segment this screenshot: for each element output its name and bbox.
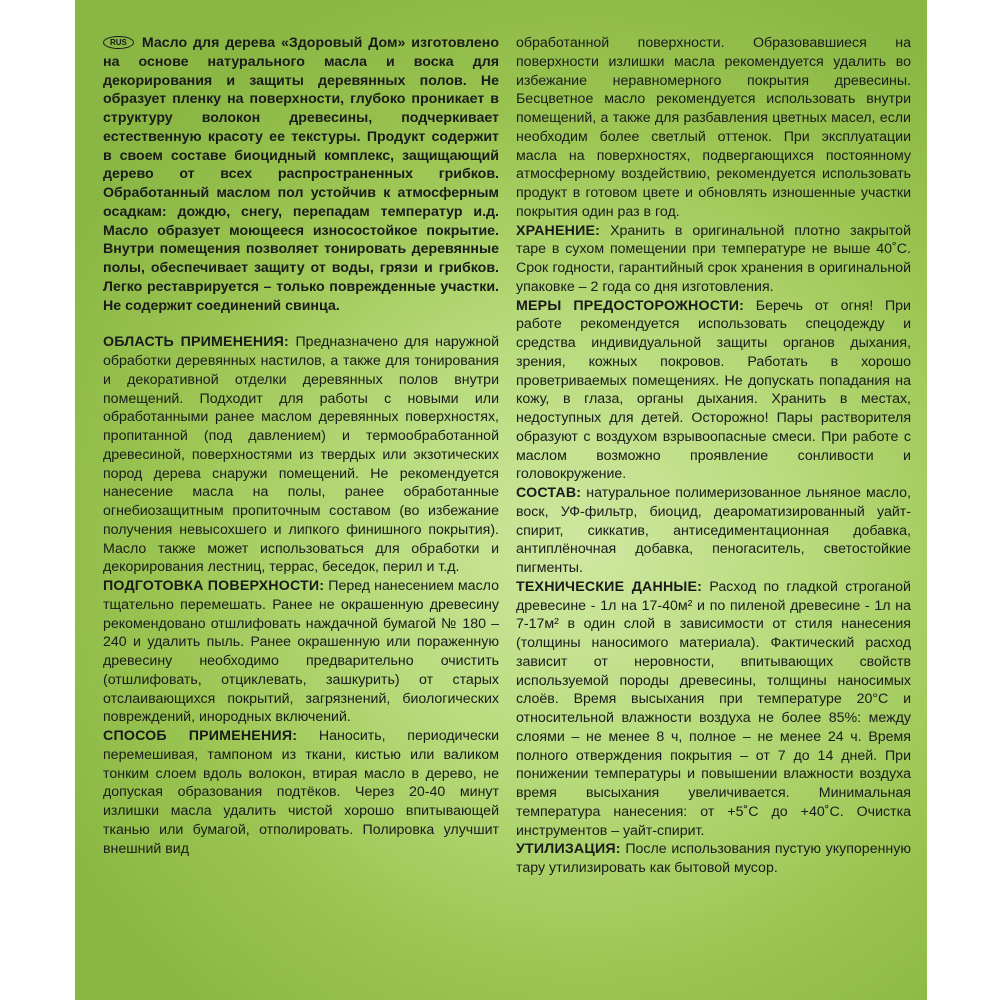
spacer [103,315,499,333]
rus-language-badge: RUS [103,36,134,49]
section-tech [516,578,911,841]
section-tech-text: Расход по гладкой строганой древесине - 1л на 17-40м² и по пиленой древесине - 1л на 7-17м² в один слой в зависимости от стиля нанесения (толщины наносимого материала). Фактический расход зависит от неровности, впитывающих свойств используемой породы древесины, толщины наносимых слоёв. Время высыхания при температуре 20°С и относительной влажности воздуха не более 85%: между слоями – не менее 8 ч, полное – не менее 24 ч. Время полного отверждения покрытия – от 7 до 14 дней. При понижении температуры и повышении влажности воздуха время высыхания увеличивается. Минимальная температура нанесения: от +5˚С до +40˚С. Очистка инструментов – уайт-спирит. [516,578,911,839]
label-panel [75,0,927,1000]
section-method [103,727,499,858]
right-column [516,34,911,878]
section-method-title: СПОСОБ ПРИМЕНЕНИЯ: [103,728,298,744]
section-composition [516,484,911,578]
section-disposal-text: После использования пустую укупоренную тару утилизировать как бытовой мусор. [516,841,911,876]
section-safety-title: МЕРЫ ПРЕДОСТОРОЖНОСТИ: [516,297,745,314]
section-composition-text: натуральное полимеризованное льняное масло, воск, УФ-фильтр, биоцид, деароматизированный уайт-спирит, сиккатив, антиседиментационная добавка, антиплёночная добавка, пеногаситель, светостойкие пигменты. [516,485,911,576]
section-storage-title: ХРАНЕНИЕ: [516,222,601,239]
section-method-text: Наносить, периодически перемешивая, тампоном из ткани, кистью или валиком тонким слоем вдоль волокон, втирая масло в дерево, не допуская образования подтёков. Через 20-40 минут излишки масла удалить чистой хорошо впитывающей тканью или бумагой, отполировать. Полировка улучшит внешний вид [103,728,499,857]
section-safety [516,297,911,485]
section-composition-title: СОСТАВ: [516,485,582,501]
section-area-title: ОБЛАСТЬ ПРИМЕНЕНИЯ: [103,334,289,351]
section-area [103,333,499,577]
section-storage-text: Хранить в оригинальной плотно закрытой таре в сухом помещении при температуре не выше 40˚С. Срок годности, гарантийный срок хранения в оригинальной упаковке – 2 года со дня изготовления. [516,222,911,295]
intro-paragraph [103,34,499,315]
section-tech-title: ТЕХНИЧЕСКИЕ ДАННЫЕ: [516,578,703,595]
section-storage [516,222,911,297]
intro-text: Масло для дерева «Здоровый Дом» изготовлено на основе натурального масла и воска для декорирования и защиты деревянных полов. Не образует пленку на поверхности, глубоко проникает в структуру волокон древесины, подчеркивает естественную красоту ее текстуры. Продукт содержит в своем составе биоцидный комплекс, защищающий дерево от всех распространенных грибков. Обработанный маслом пол устойчив к атмосферным осадкам: дождю, снегу, перепадам температур и.д. Масло образует моющееся износостойкое покрытие. Внутри помещения позволяет тонировать деревянные полы, обеспечивает защиту от воды, грязи и грибков. Легко реставрируется – только поврежденные участки. Не содержит соединений свинца. [103,35,499,314]
section-prep-title: ПОДГОТОВКА ПОВЕРХНОСТИ: [103,578,325,594]
left-column [103,34,499,858]
section-prep-text: Перед нанесением масло тщательно перемешать. Ранее не окрашенную древесину рекомендовано отшлифовать наждачной бумагой № 180 – 240 и удалить пыль. Ранее окрашенную или пораженную древесину необходимо предварительно очистить (отшлифовать, отциклевать, зашкурить) от старых отслаивающихся покрытий, загрязнений, биологических повреждений, инородных включений. [103,578,499,726]
section-safety-text: Беречь от огня! При работе рекомендуется использовать спецодежду и средства индивидуальной защиты органов дыхания, зрения, кожных покровов. Работать в хорошо проветриваемых помещениях. Не допускать попадания на кожу, в глаза, органы дыхания. Хранить в местах, недоступных для детей. Осторожно! Пары растворителя образуют с воздухом взрывоопасные смеси. При работе с маслом возможно проявление сонливости и головокружение. [516,297,911,483]
section-prep [103,577,499,727]
section-disposal-title: УТИЛИЗАЦИЯ: [516,841,621,858]
section-area-text: Предназначено для наружной обработки деревянных настилов, а также для тонирования и декоративной отделки деревянных полов внутри помещений. Подходит для работы с новыми или обработанными ранее маслом деревянных поверхностях, пропитанной (под давлением) и термообработанной древесиной, поверхностями из твердых или экзотических пород дерева снаружи помещений. Не рекомендуется нанесение масла на полы, ранее обработанные огнебиозащитным пропиточным составом (во избежание получения невысохшего и липкого финишного покрытия). Масло также может использоваться для обработки и декорирования лестниц, террас, беседок, перил и т.д. [103,334,499,576]
section-disposal [516,840,911,878]
section-method-continued: обработанной поверхности. Образовавшиеся на поверхности излишки масла рекомендуется удалить во избежание неравномерного покрытия древесины. Бесцветное масло рекомендуется использовать внутри помещений, а также для разбавления цветных масел, если необходим более светлый оттенок. При эксплуатации масла на поверхностях, подвергающихся постоянному атмосферному воздействию, рекомендуется использовать продукт в готовом цвете и обновлять изношенные участки покрытия один раз в год. [516,35,911,220]
